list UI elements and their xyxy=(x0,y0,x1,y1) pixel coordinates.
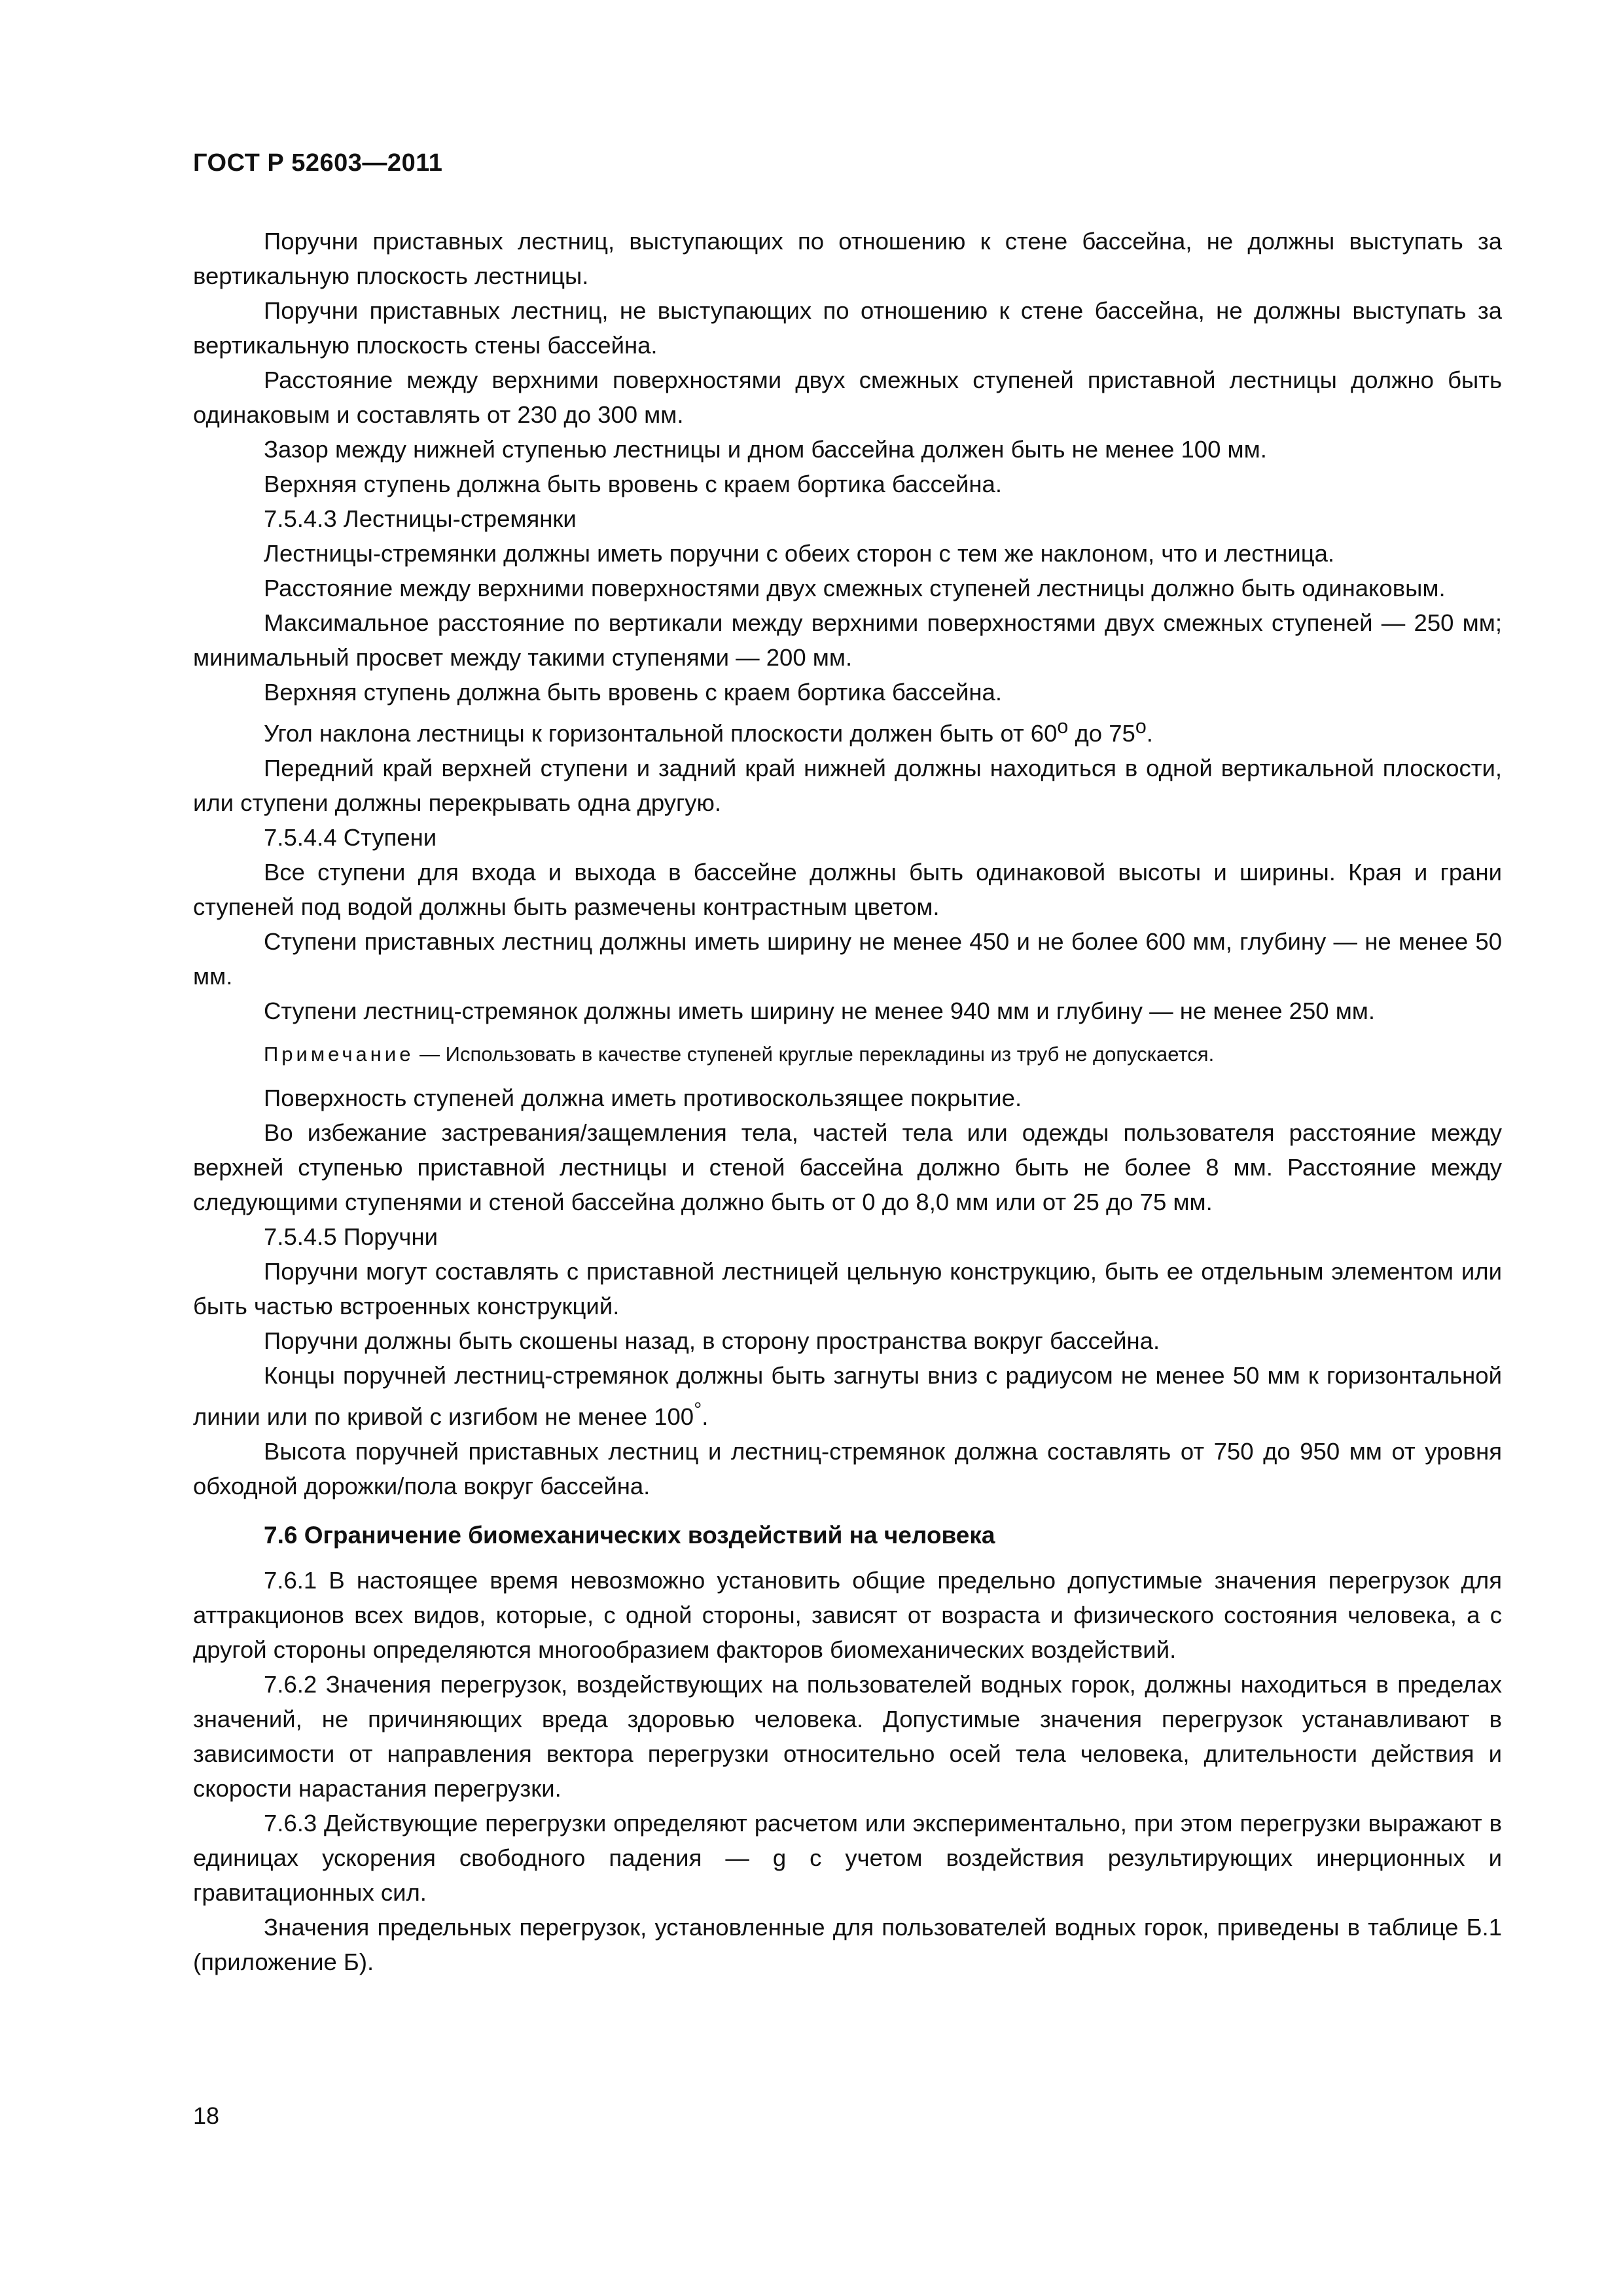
degree-mark: o xyxy=(1135,715,1147,738)
paragraph: Во избежание застревания/защемления тела, частей тела или одежды пользователя расстояние между верхней ступенью приставной лестницы и стеной бассейна должно быть не более 8 мм. Расстояние между следующими ступенями и стеной бассейна должно быть от 0 до 8,0 мм или от 25 до 75 мм. xyxy=(193,1119,1502,1216)
paragraph: 7.6.1 В настоящее время невозможно установить общие предельно допустимые значения перегрузок для аттракционов всех видов, которые, с одной стороны, зависят от возраста и физического состояния человека, а с другой стороны определяются многообразием факторов биомеханических воздействий. xyxy=(193,1567,1502,1664)
paragraph: Высота поручней приставных лестниц и лестниц-стремянок должна составлять от 750 до 950 мм от уровня обходной дорожки/пола вокруг бассейна. xyxy=(193,1438,1502,1500)
text: . xyxy=(702,1403,709,1431)
paragraph: Верхняя ступень должна быть вровень с краем бортика бассейна. xyxy=(264,471,1002,497)
paragraph: Поручни могут составлять с приставной лестницей цельную конструкцию, быть ее отдельным элементом или быть частью встроенных конструкций. xyxy=(193,1258,1502,1320)
subsection-heading-7-5-4-3: 7.5.4.3 Лестницы-стремянки xyxy=(264,505,577,532)
text: Концы поручней лестниц-стремянок должны быть загнуты вниз с радиусом не менее 50 мм к горизонтальной линии или по кривой с изгибом не менее 100 xyxy=(193,1362,1502,1431)
paragraph-angle xyxy=(193,709,1502,751)
paragraph: Поручни приставных лестниц, выступающих по отношению к стене бассейна, не должны выступать за вертикальную плоскость лестницы. xyxy=(193,228,1502,289)
paragraph: Расстояние между верхними поверхностями двух смежных ступеней лестницы должно быть одинаковым. xyxy=(264,575,1446,601)
text: Угол наклона лестницы к горизонтальной плоскости должен быть от 60 xyxy=(264,720,1058,747)
paragraph: Зазор между нижней ступенью лестницы и дном бассейна должен быть не менее 100 мм. xyxy=(264,436,1267,463)
paragraph: Поручни должны быть скошены назад, в сторону пространства вокруг бассейна. xyxy=(264,1327,1160,1355)
degree-mark: ° xyxy=(694,1399,702,1422)
paragraph: Все ступени для входа и выхода в бассейне должны быть одинаковой высоты и ширины. Края и грани ступеней под водой должны быть размечены контрастным цветом. xyxy=(193,859,1502,921)
paragraph: Лестницы-стремянки должны иметь поручни с обеих сторон с тем же наклоном, что и лестница. xyxy=(264,540,1335,567)
text: . xyxy=(1146,720,1153,747)
paragraph: Ступени приставных лестниц должны иметь ширину не менее 450 и не более 600 мм, глубину — не менее 50 мм. xyxy=(193,928,1502,990)
page-body xyxy=(193,224,1502,1979)
paragraph: Расстояние между верхними поверхностями двух смежных ступеней приставной лестницы должно быть одинаковым и составлять от 230 до 300 мм. xyxy=(193,367,1502,428)
text: до 75 xyxy=(1068,720,1135,747)
paragraph: 7.6.2 Значения перегрузок, воздействующих на пользователей водных горок, должны находиться в пределах значений, не причиняющих вреда здоровью человека. Допустимые значения перегрузок устанавливают в зависимости от направления вектора перегрузки относительно осей тела человека, длительности действия и скорости нарастания перегрузки. xyxy=(193,1671,1502,1803)
paragraph-curve xyxy=(193,1358,1502,1434)
note xyxy=(193,1040,1502,1069)
paragraph: Поручни приставных лестниц, не выступающих по отношению к стене бассейна, не должны выступать за вертикальную плоскость стены бассейна. xyxy=(193,297,1502,359)
paragraph: Ступени лестниц-стремянок должны иметь ширину не менее 940 мм и глубину — не менее 250 мм. xyxy=(264,997,1376,1025)
paragraph: Верхняя ступень должна быть вровень с краем бортика бассейна. xyxy=(264,679,1002,706)
paragraph: Поверхность ступеней должна иметь противоскользящее покрытие. xyxy=(264,1085,1022,1112)
subsection-heading-7-5-4-5: 7.5.4.5 Поручни xyxy=(264,1223,438,1251)
degree-mark: o xyxy=(1057,715,1069,738)
paragraph: Максимальное расстояние по вертикали между верхними поверхностями двух смежных ступеней — 250 мм; минимальный просвет между такими ступенями — 200 мм. xyxy=(193,609,1502,671)
paragraph: 7.6.3 Действующие перегрузки определяют расчетом или экспериментально, при этом перегрузки выражают в единицах ускорения свободного падения — g с учетом воздействия результирующих инерционных и гравитационных сил. xyxy=(193,1810,1502,1907)
paragraph: Передний край верхней ступени и задний край нижней должны находиться в одной вертикальной плоскости, или ступени должны перекрывать одна другую. xyxy=(193,755,1502,817)
note-text: — Использовать в качестве ступеней круглые перекладины из труб не допускается. xyxy=(414,1043,1215,1066)
standard-header: ГОСТ Р 52603—2011 xyxy=(193,149,443,177)
paragraph: Значения предельных перегрузок, установленные для пользователей водных горок, приведены в таблице Б.1 (приложение Б). xyxy=(193,1914,1502,1976)
note-label: Примечание xyxy=(264,1043,414,1066)
section-heading-7-6: 7.6 Ограничение биомеханических воздействий на человека xyxy=(264,1522,995,1549)
subsection-heading-7-5-4-4: 7.5.4.4 Ступени xyxy=(264,824,437,852)
page-number: 18 xyxy=(193,2102,220,2129)
